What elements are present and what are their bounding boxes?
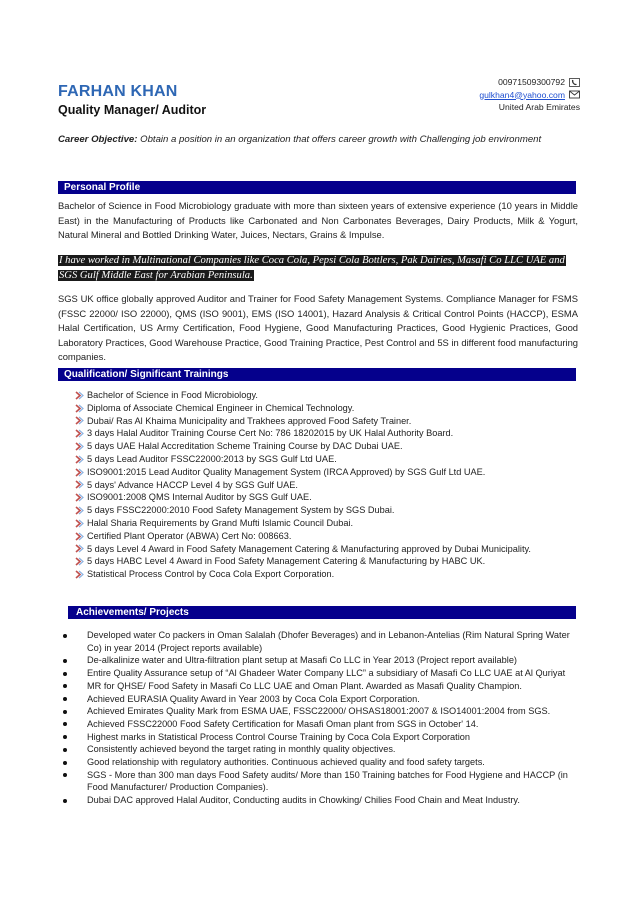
achievement-item — [63, 705, 583, 718]
section-heading-achievements: Achievements/ Projects — [76, 607, 189, 618]
qualification-item — [74, 555, 531, 568]
qualification-item — [74, 466, 531, 479]
achievement-item — [63, 756, 583, 769]
achievement-text: MR for QHSE/ Food Safety in Masafi Co LLC UAE and Oman Plant. Awarded as Masafi Quality Champion. — [87, 680, 522, 691]
email-link[interactable]: gulkhan4@yahoo.com — [479, 89, 565, 100]
qualification-list — [74, 389, 531, 581]
profile-highlight — [58, 254, 580, 283]
qualification-text: 5 days FSSC22000:2010 Food Safety Management System by SGS Dubai. — [87, 505, 395, 516]
qualification-item — [74, 504, 531, 517]
qualification-text: 3 days Halal Auditor Training Course Cert No: 786 18202015 by UK Halal Authority Board. — [87, 428, 454, 439]
arrow-bullet-icon — [74, 442, 84, 451]
qualification-text: 5 days HABC Level 4 Award in Food Safety Management Catering & Manufacturing by HABC UK. — [87, 556, 486, 567]
qualification-text: Dubai/ Ras Al Khaima Municipality and Trakhees approved Food Safety Trainer. — [87, 415, 412, 426]
qualification-text: 5 days' Advance HACCP Level 4 by SGS Gulf UAE. — [87, 479, 298, 490]
arrow-bullet-icon — [74, 404, 84, 413]
qualification-item — [74, 453, 531, 466]
achievement-item — [63, 731, 583, 744]
email-row — [479, 89, 580, 102]
qualification-text: Diploma of Associate Chemical Engineer in Chemical Technology. — [87, 402, 355, 413]
arrow-bullet-icon — [74, 493, 84, 502]
qualification-item — [74, 415, 531, 428]
section-bar-personal-profile — [58, 181, 576, 194]
bullet-dot-icon — [63, 748, 67, 752]
achievement-text: Highest marks in Statistical Process Control Course Training by Coca Cola Export Corporation — [87, 731, 470, 742]
location: United Arab Emirates — [498, 102, 580, 112]
arrow-bullet-icon — [74, 391, 84, 400]
bullet-dot-icon — [63, 659, 67, 663]
objective-text: Obtain a position in an organization that offers career growth with Challenging job environment — [140, 134, 542, 145]
qualification-text: ISO9001:2015 Lead Auditor Quality Management System (IRCA Approved) by SGS Gulf Ltd UAE. — [87, 466, 486, 477]
arrow-bullet-icon — [74, 544, 84, 553]
qualification-text: Halal Sharia Requirements by Grand Mufti Islamic Council Dubai. — [87, 517, 354, 528]
bullet-dot-icon — [63, 799, 67, 803]
arrow-bullet-icon — [74, 416, 84, 425]
arrow-bullet-icon — [74, 557, 84, 566]
phone-number: 00971509300792 — [498, 77, 565, 87]
arrow-bullet-icon — [74, 506, 84, 515]
qualification-text: Statistical Process Control by Coca Cola Export Corporation. — [87, 569, 335, 580]
profile-paragraph-2: SGS UK office globally approved Auditor and Trainer for Food Safety Management Systems. Compliance Manager for FSMS (FSSC 22000/ ISO 22000), QMS (ISO 9001), EMS (ISO 14001), Hazard Analysis & Critical Control Points (HACCP), ESMA Halal Certification, US Army Certification, Food Hygiene, Good Manufacturing Practices, Good Hygienic Practices, Good Laboratory Practices, Good Warehouse Practice, Good Training Practice, Pest Control and 5S in different food manufacturing companies. — [58, 293, 578, 362]
bullet-dot-icon — [63, 773, 67, 777]
achievement-text: SGS - More than 300 man days Food Safety audits/ More than 150 Training batches for Food Hygiene and HACCP (in Food Manufacturer/ Production Companies). — [87, 769, 568, 793]
bullet-dot-icon — [63, 710, 67, 714]
qualification-text: 5 days UAE Halal Accreditation Scheme Training Course by DAC Dubai UAE. — [87, 441, 403, 452]
bullet-dot-icon — [63, 634, 67, 638]
qualification-text: Certified Plant Operator (ABWA) Cert No: 008663. — [87, 530, 292, 541]
achievement-item — [63, 680, 583, 693]
qualification-item — [74, 389, 531, 402]
bullet-dot-icon — [63, 761, 67, 765]
section-bar-qualifications — [58, 368, 576, 381]
achievement-item — [63, 769, 583, 794]
achievement-item — [63, 718, 583, 731]
achievement-text: Consistently achieved beyond the target rating in monthly quality objectives. — [87, 744, 396, 755]
qualification-item — [74, 517, 531, 530]
qualification-item — [74, 491, 531, 504]
profile-paragraph-1: Bachelor of Science in Food Microbiology graduate with more than sixteen years of extensive experience (10 years in Middle East) in the Manufacturing of Products like Carbonated and Non Carbonates Beverages, Dairy Products, Milk & Yogurt, Natural Mineral and Bottled Drinking Water, Juices, Nectars, Grains & Impulse. — [58, 200, 578, 240]
qualification-item — [74, 427, 531, 440]
bullet-dot-icon — [63, 684, 67, 688]
contact-block — [479, 76, 580, 114]
qualification-item — [74, 543, 531, 556]
achievement-text: Achieved FSSC22000 Food Safety Certification for Masafi Oman plant from SGS in October' 14. — [87, 718, 479, 729]
qualification-item — [74, 440, 531, 453]
candidate-role: Quality Manager/ Auditor — [58, 103, 207, 117]
bullet-dot-icon — [63, 672, 67, 676]
achievement-text: Developed water Co packers in Oman Salalah (Dhofer Beverages) and in Lebanon-Antelias (Rim Natural Spring Water Co) in year 2014 (Project reports available) — [87, 630, 570, 653]
achievement-item — [63, 693, 583, 706]
bullet-dot-icon — [63, 697, 67, 701]
achievement-text: De-alkalinize water and Ultra-filtration plant setup at Masafi Co LLC in Year 2013 (Project report available) — [87, 655, 517, 666]
qualification-text: 5 days Lead Auditor FSSC22000:2013 by SGS Gulf Ltd UAE. — [87, 453, 337, 464]
achievement-item — [63, 629, 583, 654]
qualification-text: 5 days Level 4 Award in Food Safety Management Catering & Manufacturing approved by Dubai Municipality. — [87, 543, 531, 554]
achievement-item — [63, 667, 583, 680]
arrow-bullet-icon — [74, 519, 84, 528]
location-row — [479, 101, 580, 114]
arrow-bullet-icon — [74, 532, 84, 541]
qualification-item — [74, 568, 531, 581]
arrow-bullet-icon — [74, 570, 84, 579]
achievement-list — [63, 629, 583, 807]
achievement-text: Dubai DAC approved Halal Auditor, Conducting audits in Chowking/ Chilies Food Chain and Meat Industry. — [87, 795, 520, 806]
phone-row — [479, 76, 580, 89]
achievement-item — [63, 794, 583, 807]
achievement-text: Entire Quality Assurance setup of “Al Ghadeer Water Company LLC” a subsidiary of Masafi Co LLC UAE at Al Quriyat — [87, 668, 566, 679]
section-heading-personal-profile: Personal Profile — [64, 182, 141, 193]
section-heading-qualifications: Qualification/ Significant Trainings — [64, 369, 229, 380]
career-objective — [58, 133, 578, 147]
achievement-text: Good relationship with regulatory authorities. Continuous achieved quality and food safety targets. — [87, 757, 485, 768]
achievement-text: Achieved Emirates Quality Mark from ESMA UAE, FSSC22000/ OHSAS18001:2007 & ISO14001:2004 from SGS. — [87, 706, 551, 717]
achievement-item — [63, 743, 583, 756]
candidate-name: FARHAN KHAN — [58, 83, 178, 100]
section-bar-achievements — [68, 606, 576, 619]
arrow-bullet-icon — [74, 455, 84, 464]
qualification-item — [74, 402, 531, 415]
envelope-icon — [569, 90, 580, 99]
highlight-text: I have worked in Multinational Companies like Coca Cola, Pepsi Cola Bottlers, Pak Dairies, Masafi Co LLC UAE and SGS Gulf Middle East for Arabian Peninsula. — [59, 255, 565, 281]
qualification-text: ISO9001:2008 QMS Internal Auditor by SGS Gulf UAE. — [87, 492, 312, 503]
qualification-item — [74, 479, 531, 492]
arrow-bullet-icon — [74, 480, 84, 489]
qualification-item — [74, 530, 531, 543]
objective-label: Career Objective: — [58, 134, 138, 145]
arrow-bullet-icon — [74, 468, 84, 477]
bullet-dot-icon — [63, 735, 67, 739]
phone-icon — [569, 78, 580, 87]
qualification-text: Bachelor of Science in Food Microbiology. — [87, 390, 258, 400]
arrow-bullet-icon — [74, 429, 84, 438]
achievement-text: Achieved EURASIA Quality Award in Year 2003 by Coca Cola Export Corporation. — [87, 693, 420, 704]
bullet-dot-icon — [63, 722, 67, 726]
achievement-item — [63, 654, 583, 667]
